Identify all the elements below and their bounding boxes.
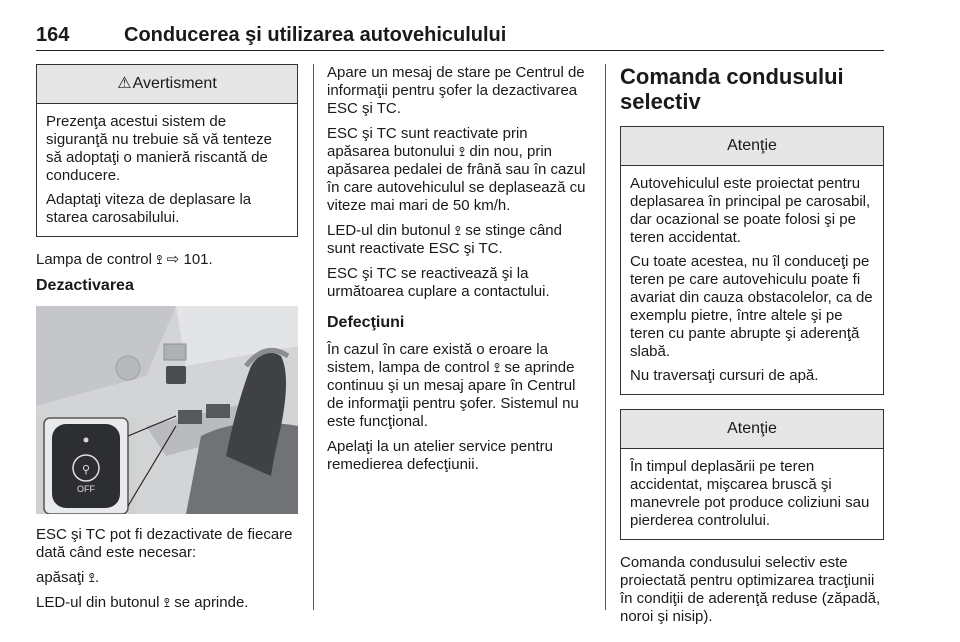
notice-text: Cu toate acestea, nu îl conduceţi pe teren pe care autovehiculu poate fi avariat din cauza obstacolelor, ca de exemplu pietre, între altele şi pe teren cu pante abrupte şi aderenţă slabă. bbox=[630, 253, 873, 360]
warning-title: Avertisment bbox=[132, 75, 217, 92]
esc-button-icon: ꖶ bbox=[88, 571, 96, 585]
body-text: ESC şi TC se reactivează şi la următoarea cuplare a contactului. bbox=[327, 265, 550, 300]
warning-triangle-icon: ⚠ bbox=[117, 75, 132, 92]
esc-button-icon: ꖶ bbox=[458, 145, 466, 159]
esc-button-icon: ꖶ bbox=[454, 224, 462, 238]
body-text: Apare un mesaj de stare pe Centrul de informaţii pentru şofer la dezactivarea ESC şi TC. bbox=[327, 64, 585, 117]
esc-off-icon: ꖶ bbox=[493, 361, 501, 375]
warning-text: Adaptaţi viteza de deplasare la starea carosabilului. bbox=[46, 191, 252, 226]
page-ref-arrow-icon: ⇨ bbox=[166, 251, 180, 268]
instruction-step: apăsaţi ꖶ. bbox=[36, 569, 100, 586]
section-heading-selective-drive: Comanda condusului selectiv bbox=[620, 64, 844, 114]
section-heading-dezactivarea: Dezactivarea bbox=[36, 277, 134, 294]
notice-box-header: Atenţie bbox=[621, 410, 883, 449]
esc-off-label: OFF bbox=[77, 484, 95, 494]
body-text: Comanda condusului selectiv este proiectată pentru optimizarea tracţiunii în condiţii de aderenţă reduse (zăpadă, noroi şi nisip). bbox=[620, 554, 881, 625]
page-header bbox=[36, 22, 884, 51]
notice-box bbox=[620, 409, 884, 540]
body-text: LED-ul din butonul ꖶ se stinge când sunt reactivate ESC şi TC. bbox=[327, 222, 562, 257]
warning-box bbox=[36, 64, 298, 237]
illustration-esc-button bbox=[36, 306, 298, 514]
notice-box bbox=[620, 126, 884, 395]
notice-text: Nu traversaţi cursuri de apă. bbox=[630, 367, 819, 384]
body-text: Apelaţi la un atelier service pentru remedierea defecţiunii. bbox=[327, 438, 553, 473]
body-text: ESC şi TC pot fi dezactivate de fiecare dată când este necesar: bbox=[36, 526, 293, 561]
esc-button-icon: ꖶ bbox=[163, 596, 171, 610]
column-3 bbox=[620, 64, 884, 633]
body-text: ESC şi TC sunt reactivate prin apăsarea butonului ꖶ din nou, prin apăsarea pedalei de frână sau în cazul în care autovehiculul se deplasează cu viteze mai mari de 50 km/h. bbox=[327, 125, 586, 214]
column-2 bbox=[327, 64, 593, 481]
column-1 bbox=[36, 64, 298, 619]
page-ref-link[interactable]: 101. bbox=[179, 251, 213, 268]
warning-text: Prezenţa acestui sistem de siguranţă nu trebuie să vă tenteze să adoptaţi o manieră riscantă de conducere. bbox=[46, 113, 272, 184]
body-text: LED-ul din butonul ꖶ se aprinde. bbox=[36, 594, 249, 611]
notice-text: În timpul deplasării pe teren accidentat, mişcarea bruscă şi manevrele pot produce coliziuni sau pierderea controlului. bbox=[630, 458, 870, 529]
notice-box-header: Atenţie bbox=[621, 127, 883, 166]
section-heading-defectiuni: Defecţiuni bbox=[327, 314, 405, 331]
warning-box-header bbox=[37, 65, 297, 104]
body-text: În cazul în care există o eroare la sistem, lampa de control ꖶ se aprinde continuu şi un mesaj apare în Centrul de informaţii pentru şofer. Sistemul nu este funcţional. bbox=[327, 341, 579, 430]
svg-text:⚲: ⚲ bbox=[81, 463, 91, 476]
notice-text: Autovehiculul este proiectat pentru deplasarea în principal pe carosabil, dar ocazional se poate folosi şi pe teren accidentat. bbox=[630, 175, 871, 246]
column-divider bbox=[605, 64, 606, 610]
running-title: Conducerea şi utilizarea autovehiculului bbox=[124, 24, 507, 46]
esc-off-icon: ꖶ bbox=[156, 253, 163, 267]
column-divider bbox=[313, 64, 314, 610]
page-number: 164 bbox=[36, 24, 70, 46]
lamp-reference: Lampa de control ꖶ ⇨ 101. bbox=[36, 251, 213, 268]
